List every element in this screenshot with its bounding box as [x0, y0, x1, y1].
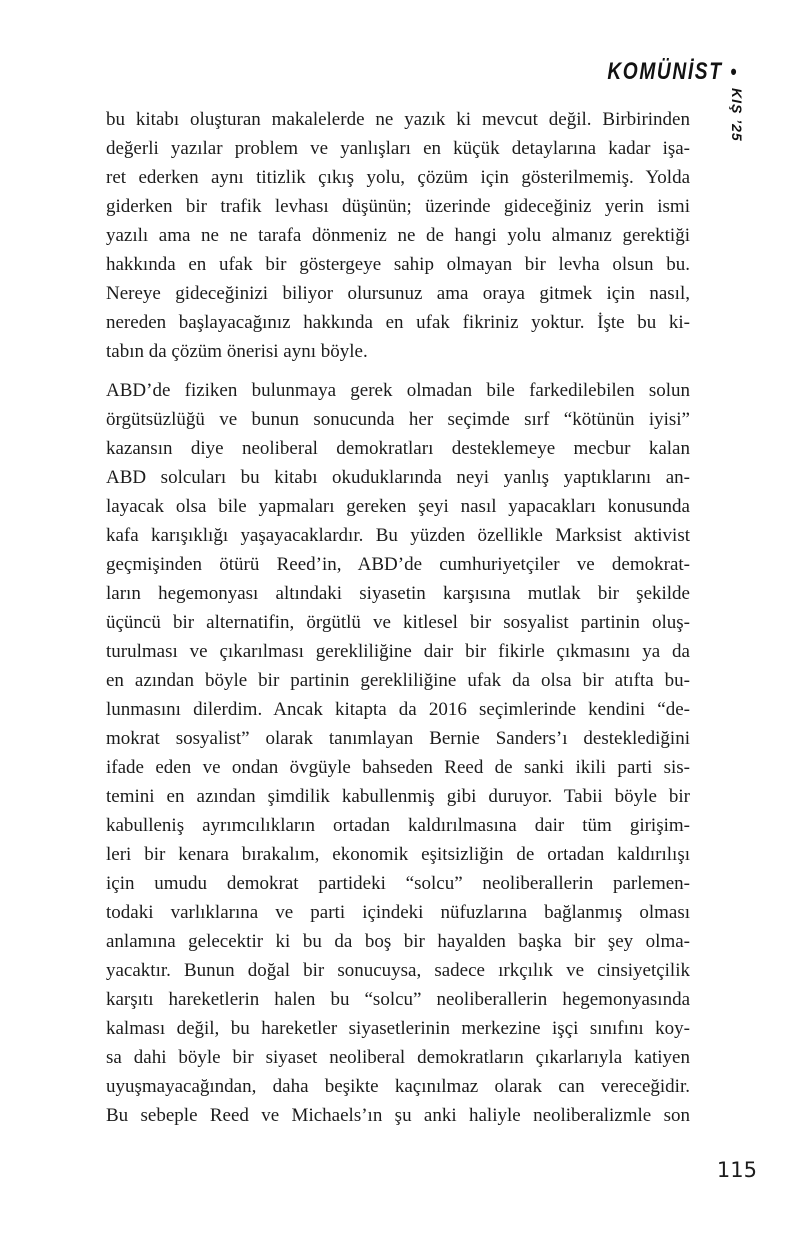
text-line: yacaktır. Bunun doğal bir sonucuysa, sadece ırkçılık ve cinsiyetçilik — [106, 960, 690, 981]
text-line: için umudu demokrat partideki “solcu” neoliberallerin parlemen- — [106, 873, 690, 894]
text-line: todaki varlıklarına ve parti içindeki nüfuzlarına bağlanmış olması — [106, 902, 690, 923]
text-line: temini en azından şimdilik kabullenmiş gibi duruyor. Tabii böyle bir — [106, 786, 690, 807]
text-line: lunmasını dilerdim. Ancak kitapta da 2016 seçimlerinde kendini “de- — [106, 699, 690, 720]
text-line: uyuşmayacağından, daha beşikte kaçınılmaz olarak can vereceğidir. — [106, 1076, 690, 1097]
text-line: hakkında en ufak bir göstergeye sahip olmayan bir levha olsun bu. — [106, 254, 690, 275]
text-line: kabulleniş ayrımcılıkların ortadan kaldırılmasına dair tüm girişim- — [106, 815, 690, 836]
journal-masthead — [608, 58, 737, 86]
text-line: geçmişinden ötürü Reed’in, ABD’de cumhuriyetçiler ve demokrat- — [106, 554, 690, 575]
text-line: ABD solcuları bu kitabı okuduklarında neyi yanlış yaptıklarını an- — [106, 467, 690, 488]
journal-title: KOMÜNİST — [607, 58, 723, 85]
text-line: ret ederken aynı titizlik çıkış yolu, çözüm için gösterilmemiş. Yolda — [106, 167, 690, 188]
text-line: giderken bir trafik levhası düşünün; üzerinde gideceğiniz yerin ismi — [106, 196, 690, 217]
text-line: kalması değil, bu hareketler siyasetlerinin merkezine işçi sınıfını koy- — [106, 1018, 690, 1039]
text-line: kazansın diye neoliberal demokratları desteklemeye mecbur kalan — [106, 438, 690, 459]
text-line: üçüncü bir alternatifin, örgütlü ve kitlesel bir sosyalist partinin oluş- — [106, 612, 690, 633]
text-line: Bu sebeple Reed ve Michaels’ın şu anki haliyle neoliberalizmle son — [106, 1105, 690, 1126]
text-line: ifade eden ve ondan övgüyle bahseden Reed de sanki ikili parti sis- — [106, 757, 690, 778]
text-line: anlamına gelecektir ki bu da boş bir hayalden başka bir şey olma- — [106, 931, 690, 952]
paragraph — [106, 376, 690, 1130]
issue-label: KIŞ ’25 — [729, 88, 745, 142]
text-line: mokrat sosyalist” olarak tanımlayan Bernie Sanders’ı desteklediğini — [106, 728, 690, 749]
text-line: tabın da çözüm önerisi aynı böyle. — [106, 341, 368, 362]
text-line: ların hegemonyası altındaki siyasetin karşısına mutlak bir şekilde — [106, 583, 690, 604]
text-line: yazılı ama ne ne tarafa dönmeniz ne de hangi yolu almanız gerektiği — [106, 225, 690, 246]
text-line: örgütsüzlüğü ve bunun sonucunda her seçimde sırf “kötünün iyisi” — [106, 409, 690, 430]
text-line: en azından böyle bir partinin gerekliliğine ufak da olsa bir atıfta bu- — [106, 670, 690, 691]
text-line: değerli yazılar problem ve yanlışları en küçük detaylarına kadar işa- — [106, 138, 690, 159]
text-line: turulması ve çıkarılması gerekliliğine dair bir fikirle çıkmasını ya da — [106, 641, 690, 662]
text-line: layacak olsa bile yapmaları gereken şeyi nasıl yapacakları konusunda — [106, 496, 690, 517]
page-number: 115 — [716, 1158, 757, 1182]
paragraph — [106, 105, 690, 366]
text-line: bu kitabı oluşturan makalelerde ne yazık ki mevcut değil. Birbirinden — [106, 109, 690, 130]
text-line: karşıtı hareketlerin halen bu “solcu” neoliberallerin hegemonyasında — [106, 989, 690, 1010]
bullet-separator-icon: • — [730, 59, 737, 84]
text-line: kafa karışıklığı yaşayacaklardır. Bu yüzden özellikle Marksist aktivist — [106, 525, 690, 546]
body-text — [106, 105, 690, 1130]
text-line: Nereye gideceğinizi biliyor olursunuz ama oraya gitmek için nasıl, — [106, 283, 690, 304]
text-line: leri bir kenara bırakalım, ekonomik eşitsizliğin de ortadan kaldırılışı — [106, 844, 690, 865]
text-line: nereden başlayacağınız hakkında en ufak fikriniz yoktur. İşte bu ki- — [106, 312, 690, 333]
text-line: ABD’de fiziken bulunmaya gerek olmadan bile farkedilebilen solun — [106, 380, 690, 401]
text-line: sa dahi böyle bir siyaset neoliberal demokratların çıkarlarıyla katiyen — [106, 1047, 690, 1068]
